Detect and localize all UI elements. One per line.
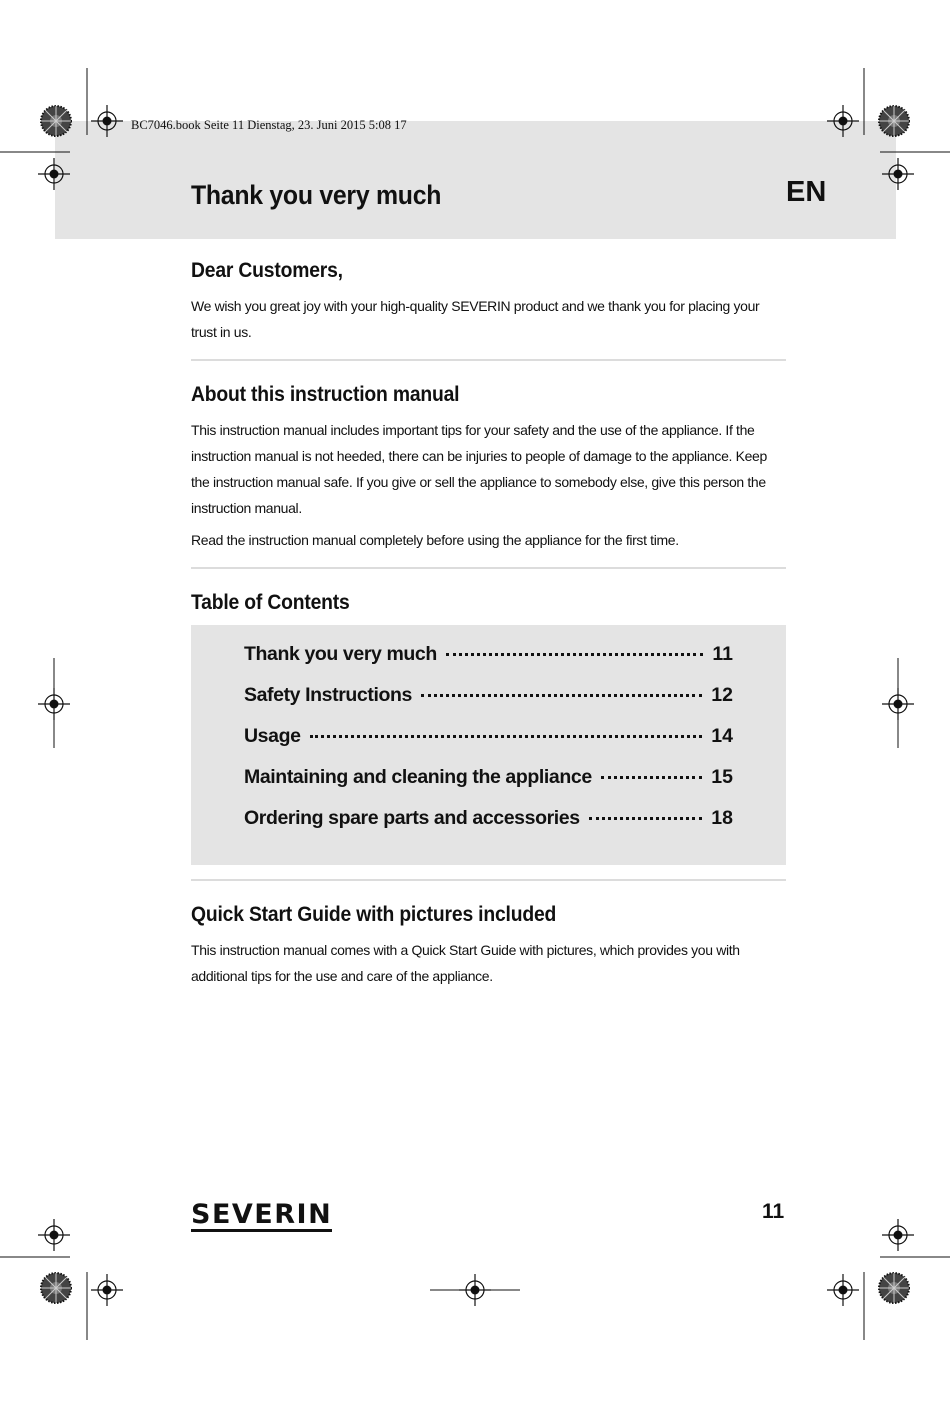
toc-entry-label: Maintaining and cleaning the appliance (244, 766, 592, 788)
toc-entry-label: Thank you very much (244, 643, 437, 665)
toc-entry-page: 12 (711, 684, 733, 706)
page-title: Thank you very much (191, 180, 442, 210)
section-heading: About this instruction manual (191, 383, 460, 406)
toc-entry-label: Safety Instructions (244, 684, 412, 706)
print-header-slug: BC7046.book Seite 11 Dienstag, 23. Juni 2015 5:08 17 (131, 118, 407, 132)
paragraph: We wish you great joy with your high-quality SEVERIN product and we thank you for placing your trust in us. (191, 298, 760, 340)
toc-entry-page: 11 (712, 643, 733, 665)
toc-entry-label: Ordering spare parts and accessories (244, 807, 580, 829)
section-heading: Quick Start Guide with pictures included (191, 903, 557, 926)
section-heading: Table of Contents (191, 591, 350, 614)
paragraph: This instruction manual comes with a Quick Start Guide with pictures, which provides you with additional tips for the use and care of the appliance. (191, 942, 740, 984)
toc-entry-label: Usage (244, 725, 301, 747)
section-heading: Dear Customers, (191, 259, 343, 282)
language-badge: EN (786, 176, 827, 208)
toc-entry-page: 18 (711, 807, 733, 829)
toc-entry-page: 14 (711, 725, 733, 747)
paragraph: This instruction manual includes important tips for your safety and the use of the appliance. If the instruction manual is not heeded, there can be injuries to people of damage to the appliance. Keep the instruction manual safe. If you give or sell the appliance to somebody else, give this person the instruction manual. (191, 422, 767, 516)
toc-entry-page: 15 (711, 766, 733, 788)
page-number: 11 (762, 1200, 785, 1223)
severin-logo: SEVERIN (191, 1199, 333, 1230)
paragraph: Read the instruction manual completely before using the appliance for the first time. (191, 532, 679, 548)
